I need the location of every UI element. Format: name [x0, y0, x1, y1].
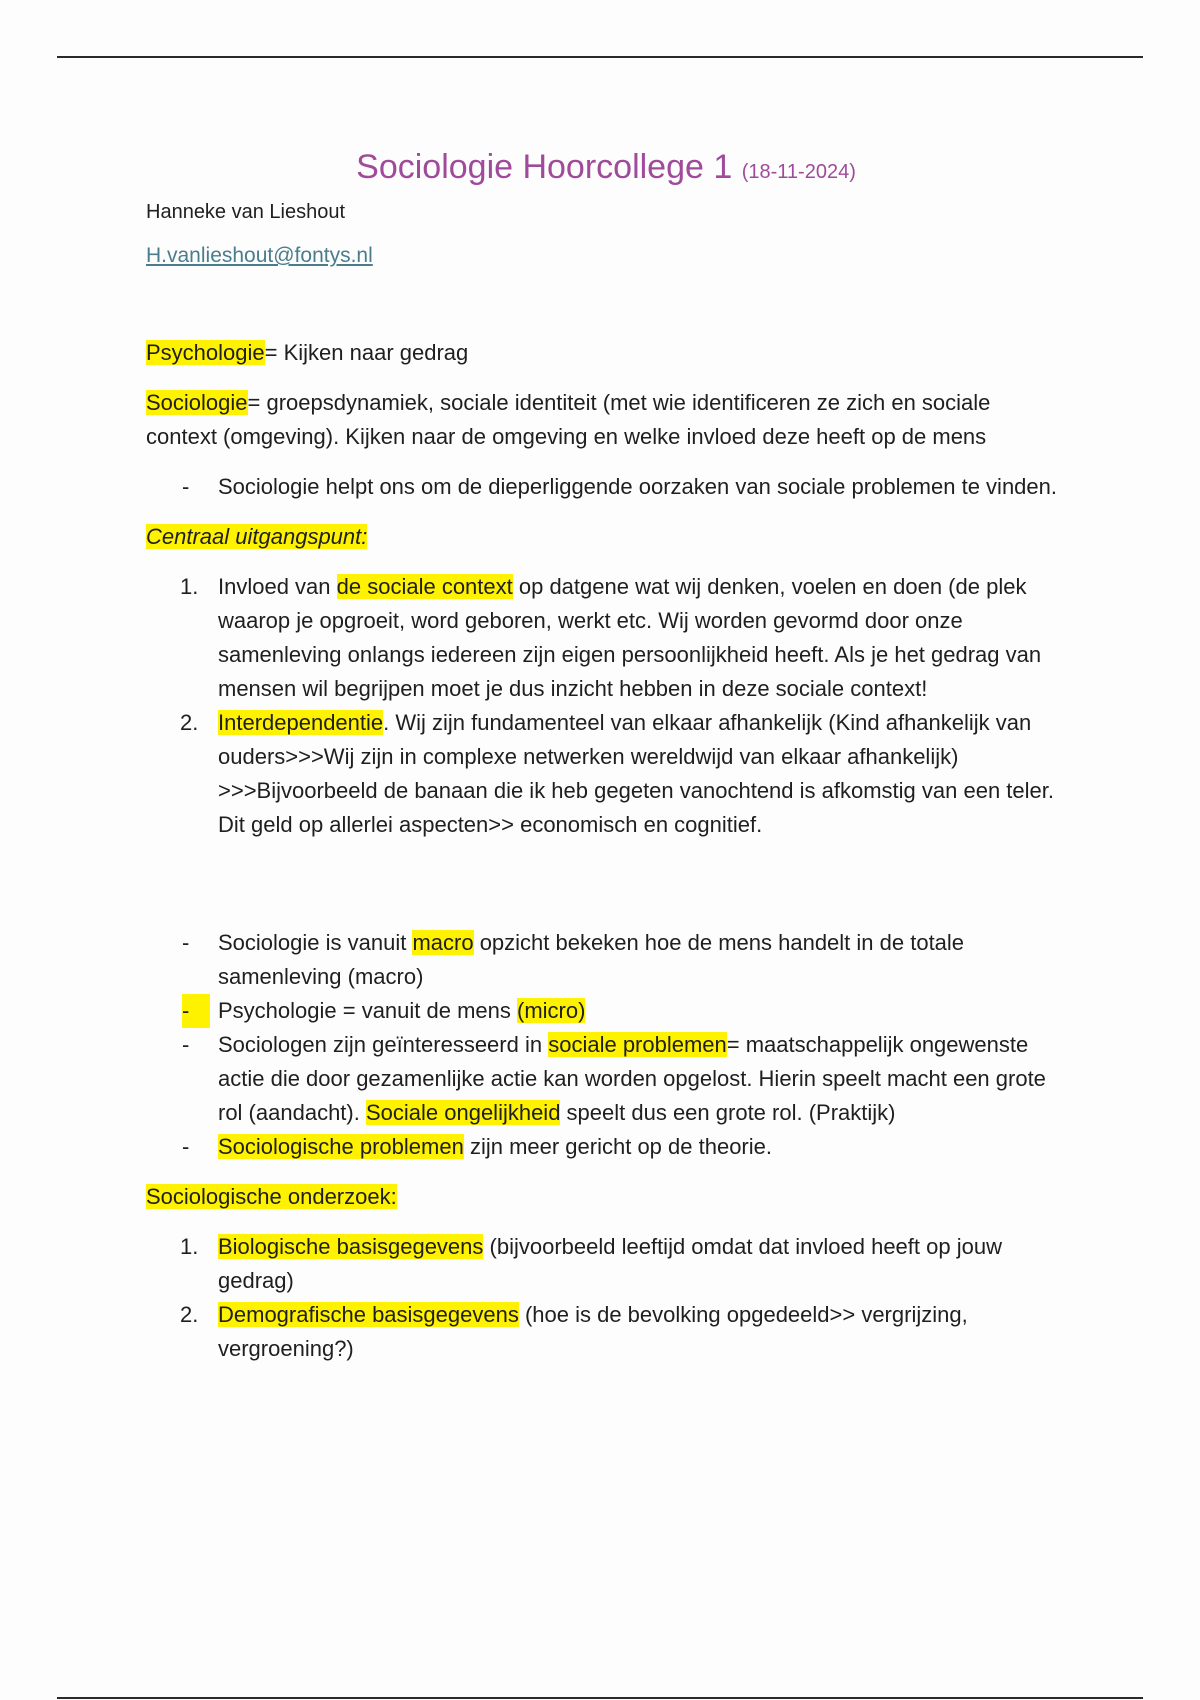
- central-heading: Centraal uitgangspunt:: [146, 524, 368, 549]
- psychology-definition: Psychologie= Kijken naar gedrag: [146, 340, 469, 365]
- research-heading: Sociologische onderzoek:: [146, 1184, 397, 1209]
- spacer: [146, 858, 1066, 926]
- title-text: Sociologie Hoorcollege 1: [356, 148, 733, 186]
- research-list: [146, 1230, 1066, 1366]
- bullet-list-1: [146, 470, 1066, 504]
- sociology-term: Sociologie: [146, 390, 248, 415]
- list-item: 2. Demografische basisgegevens (hoe is de bevolking opgedeeld>> vergrijzing, vergroening?): [180, 1302, 968, 1361]
- list-item: 1. Invloed van de sociale context op datgene wat wij denken, voelen en doen (de plek waarop je opgroeit, word geboren, werkt etc. Wij worden gevormd door onze samenleving onlangs iedereen zijn eigen persoonlijkheid heeft. Als je het gedrag van mensen wil begrijpen moet je dus inzicht hebben in deze sociale context!: [180, 574, 1042, 701]
- header-rule: [57, 56, 1143, 58]
- list-item: - Psychologie = vanuit de mens (micro): [146, 994, 1066, 1028]
- footer-rule: [57, 1697, 1143, 1699]
- title-date: (18-11-2024): [741, 161, 856, 183]
- list-item: 1. Biologische basisgegevens (bijvoorbeeld leeftijd omdat dat invloed heeft op jouw gedrag): [180, 1234, 1002, 1293]
- list-item: - Sociologie is vanuit macro opzicht bekeken hoe de mens handelt in de totale samenleving (macro): [182, 930, 965, 989]
- list-item: - Sociologie helpt ons om de dieperliggende oorzaken van sociale problemen te vinden.: [182, 474, 1057, 499]
- sociology-definition: Sociologie= groepsdynamiek, sociale identiteit (met wie identificeren ze zich en sociale context (omgeving). Kijken naar de omgeving en welke invloed deze heeft op de mens: [146, 390, 991, 449]
- document-title: [146, 148, 1066, 187]
- list-item: - Sociologen zijn geïnteresseerd in sociale problemen= maatschappelijk ongewenste actie die door gezamenlijke actie kan worden opgelost. Hierin speelt macht een grote rol (aandacht). Sociale ongelijkheid speelt dus een grote rol. (Praktijk): [182, 1032, 1046, 1125]
- document-body: [146, 140, 1066, 1382]
- email-link[interactable]: H.vanlieshout@fontys.nl: [146, 244, 373, 267]
- list-item: - Sociologische problemen zijn meer gericht op de theorie.: [182, 1134, 772, 1159]
- psychology-term: Psychologie: [146, 340, 265, 365]
- author-name: Hanneke van Lieshout: [146, 201, 346, 223]
- list-item: 2. Interdependentie. Wij zijn fundamenteel van elkaar afhankelijk (Kind afhankelijk van ouders>>>Wij zijn in complexe netwerken wereldwijd van elkaar afhankelijk) >>>Bijvoorbeeld de banaan die ik heb gegeten vanochtend is afkomstig van een teler. Dit geld op allerlei aspecten>> economisch en cognitief.: [180, 710, 1054, 837]
- bullet-list-2: [146, 926, 1066, 1164]
- central-list: [146, 570, 1066, 842]
